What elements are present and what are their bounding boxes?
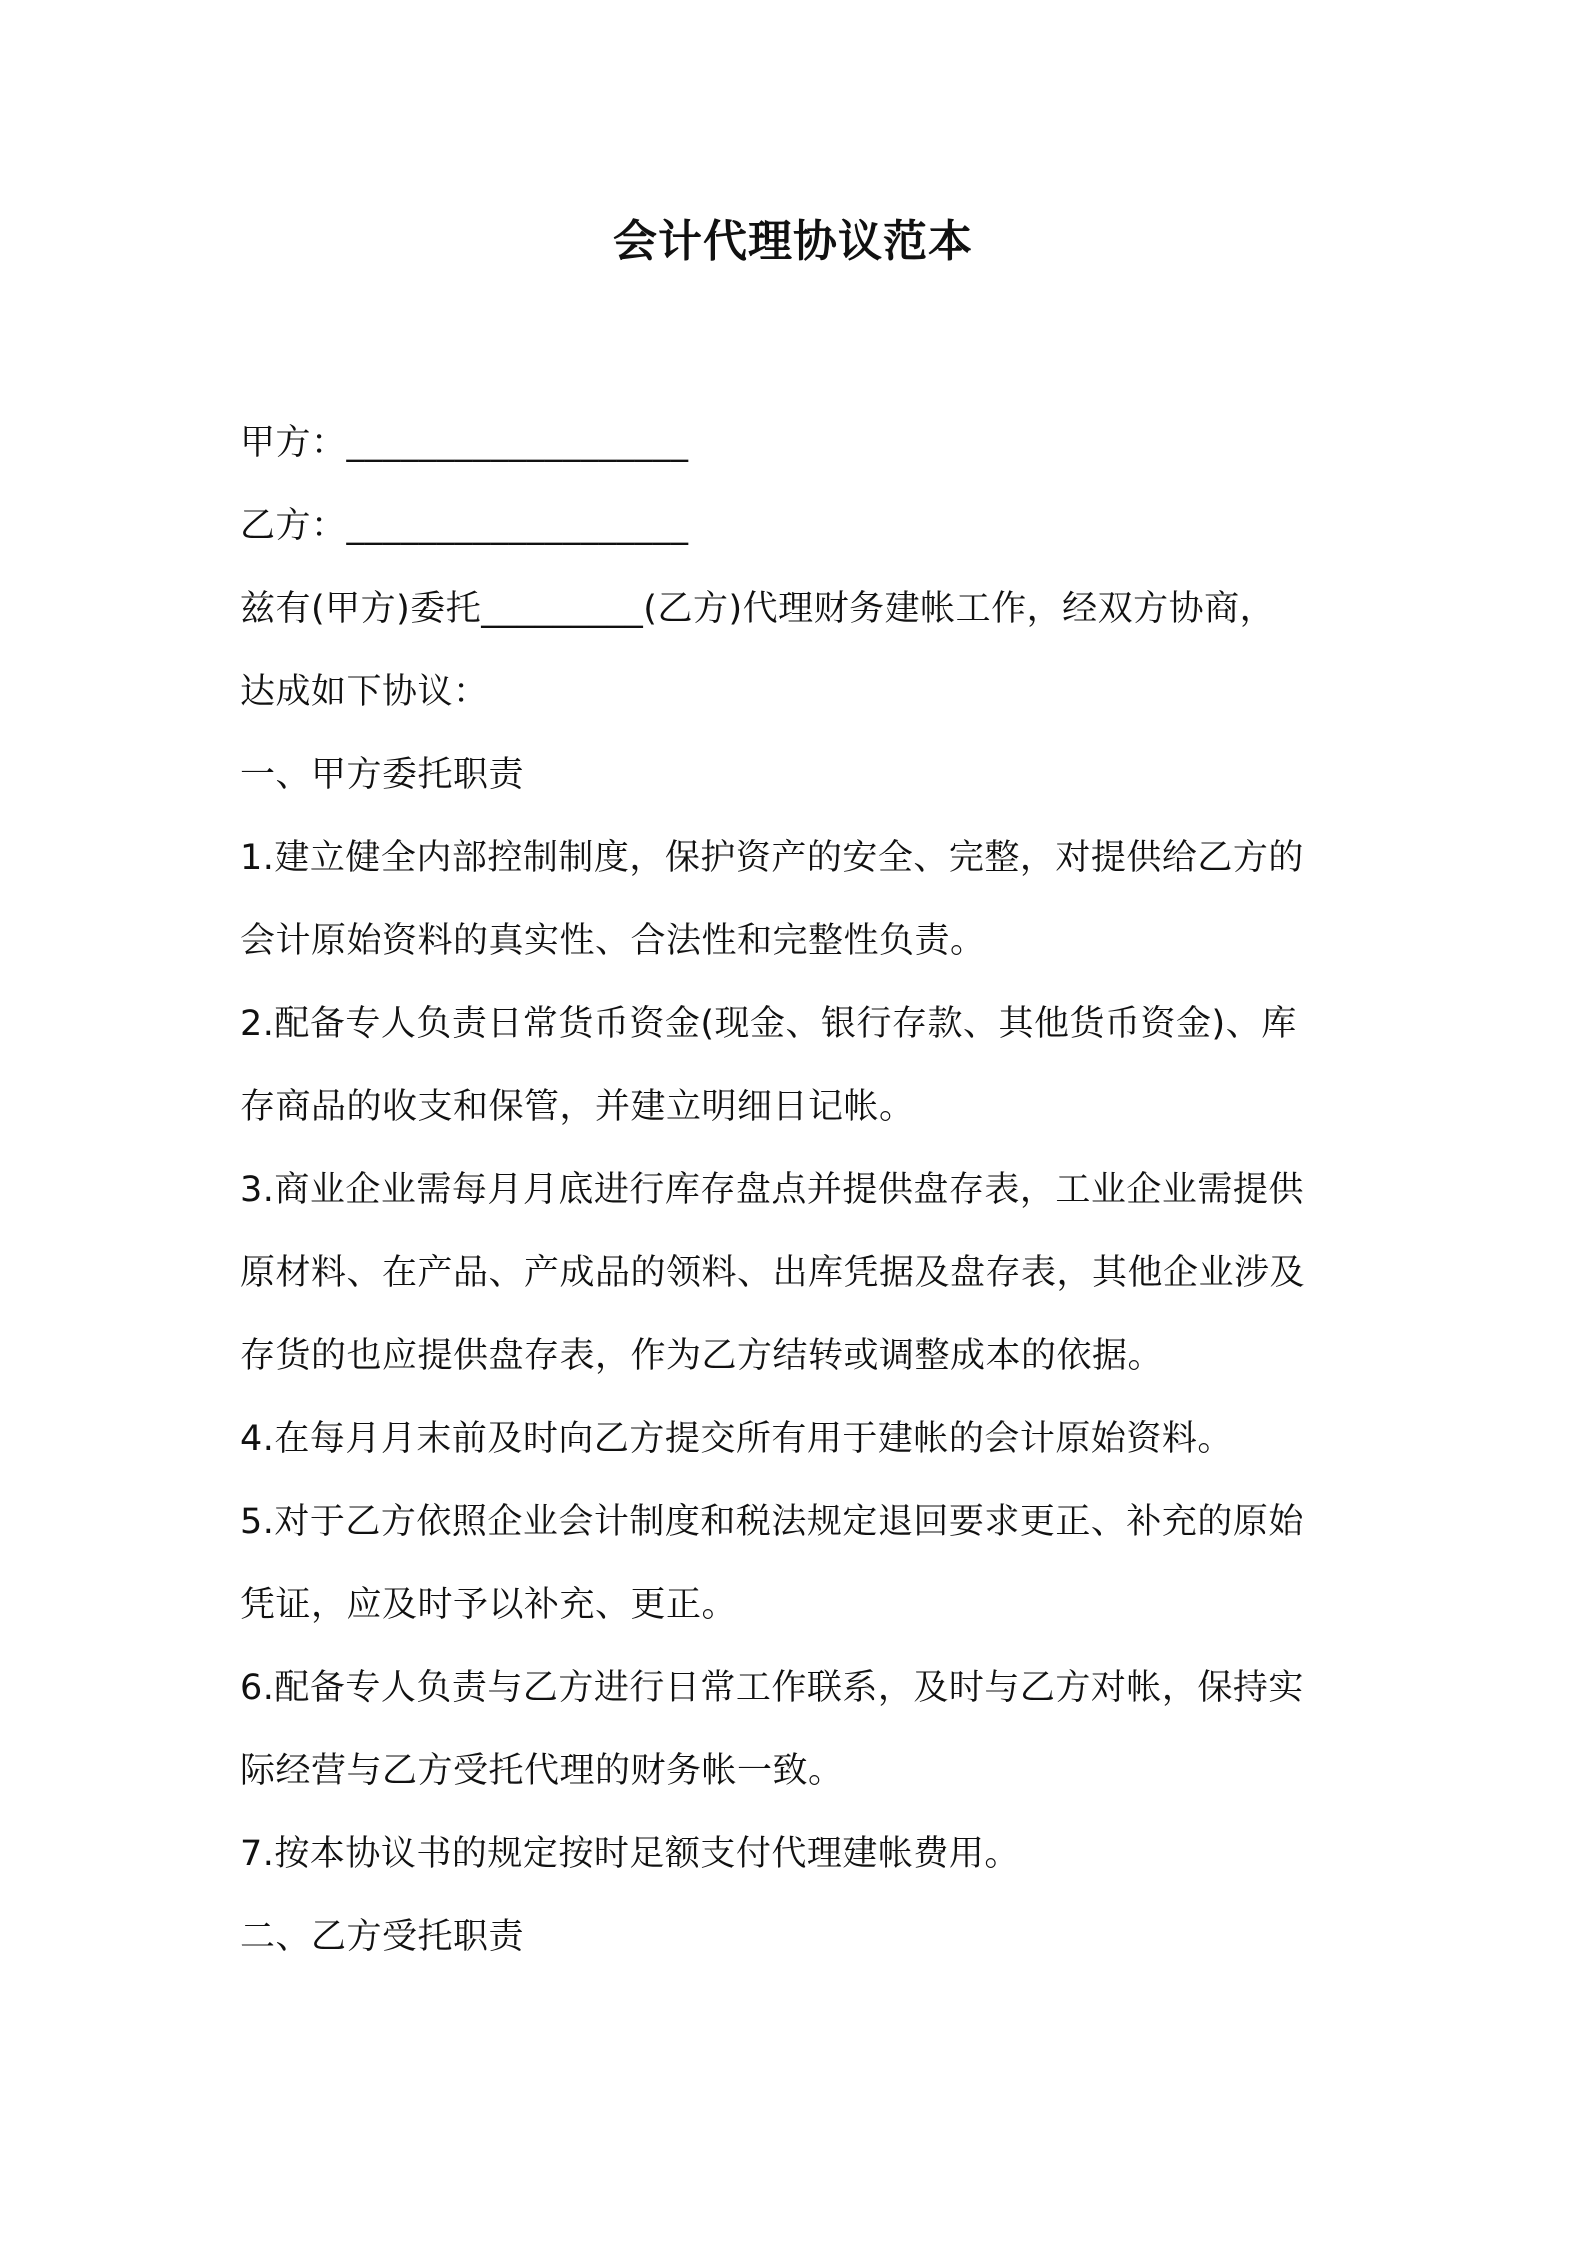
document-title: 会计代理协议范本 — [613, 216, 973, 267]
party-b-line: 乙方：___________________ — [240, 506, 689, 546]
clause-line: 1.建立健全内部控制制度，保护资产的安全、完整，对提供给乙方的 — [240, 838, 1304, 878]
preamble-line: 达成如下协议： — [240, 672, 489, 712]
clause-line: 2.配备专人负责日常货币资金(现金、银行存款、其他货币资金)、库 — [240, 1004, 1297, 1044]
clause-line: 原材料、在产品、产成品的领料、出库凭据及盘存表，其他企业涉及 — [240, 1253, 1306, 1293]
section-heading: 一、甲方委托职责 — [240, 755, 525, 795]
preamble-line: 兹有(甲方)委托_________(乙方)代理财务建帐工作，经双方协商， — [240, 589, 1276, 629]
clause-line: 4.在每月月末前及时向乙方提交所有用于建帐的会计原始资料。 — [240, 1419, 1233, 1459]
clause-line: 7.按本协议书的规定按时足额支付代理建帐费用。 — [240, 1834, 1020, 1874]
clause-line: 际经营与乙方受托代理的财务帐一致。 — [240, 1751, 844, 1791]
section-heading: 二、乙方受托职责 — [240, 1917, 525, 1957]
clause-line: 6.配备专人负责与乙方进行日常工作联系，及时与乙方对帐，保持实 — [240, 1668, 1304, 1708]
clause-line: 凭证，应及时予以补充、更正。 — [240, 1585, 738, 1625]
clause-line: 存货的也应提供盘存表，作为乙方结转或调整成本的依据。 — [240, 1336, 1164, 1376]
clause-line: 会计原始资料的真实性、合法性和完整性负责。 — [240, 921, 986, 961]
document-body — [240, 402, 1360, 1979]
clause-line: 5.对于乙方依照企业会计制度和税法规定退回要求更正、补充的原始 — [240, 1502, 1304, 1542]
clause-line: 存商品的收支和保管，并建立明细日记帐。 — [240, 1087, 915, 1127]
clause-line: 3.商业企业需每月月底进行库存盘点并提供盘存表，工业企业需提供 — [240, 1170, 1304, 1210]
party-a-line: 甲方：___________________ — [240, 423, 689, 463]
